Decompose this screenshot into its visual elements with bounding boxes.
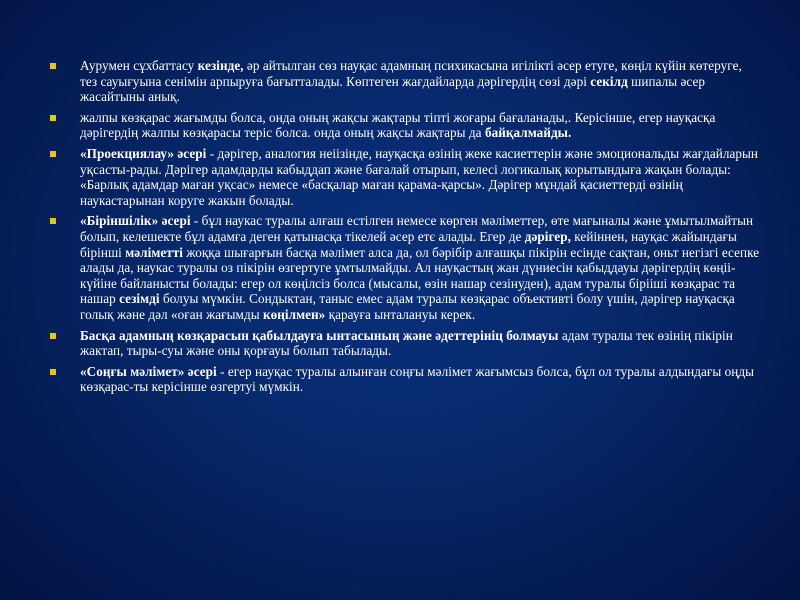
bold-text-segment: байқалмайды. xyxy=(484,125,572,141)
text-segment: әр айтылган сөз науқас адамның психикасына игілікті әсер етуге, көңіл күйін көтеруге, тез сауығуына сенімін арпыруға бағытталады. Көптеген жағдайларда дәрігердің сөзі дәрі xyxy=(80,58,742,89)
text-segment: болуы мүмкін. Сондыктан, таныс емес адам туралы көзқарас объективті болу үшін, дәрігер науқасқа голық және дәл «оған жағымды xyxy=(80,291,735,322)
text-segment: - егер науқас туралы алынған соңғы мәлімет жағымсыз болса, бұл ол туралы алдындағы оңды көзқарас-ты керісінше өзгертуі мүмкін. xyxy=(80,363,755,395)
text-segment: кейіннен, науқас жайындағы бірінші xyxy=(80,228,737,260)
bullet-item xyxy=(50,58,762,105)
square-bullet-icon xyxy=(50,333,56,339)
text-segment: - бұл наукас туралы алғаш естілген немесе көрген мәліметтер, өте мағыналы және ұмытылмайтын болып, келешекте бұл адамға деген қатынасқа тікелей әсер етє алады. Егер де xyxy=(80,213,754,244)
bold-text-segment: мәліметті xyxy=(125,244,184,260)
text-segment: жоққа шығарғын басқа мәлімет алса да, ол бәрібір алғашқы пікірін есінде сақтан, оньт негізгі есепке алады да, наукас туралы оз пікірін өзгертуге ұмтылмайды. Ал науқастың жан дүниесін қабыддауы дәрігердің көңіі-күйіне байланысты болады: егер ол көңілсіз болса (мысалы, өзін нашар сезінуден), адам туралы біріішi көзқарас та нашар xyxy=(80,244,760,307)
square-bullet-icon xyxy=(50,369,56,375)
bold-text-segment: кезінде, xyxy=(197,58,244,73)
bold-text-segment: сезімді xyxy=(119,291,160,307)
square-bullet-icon xyxy=(50,151,56,157)
text-segment: қарауға ынталануы керек. xyxy=(325,306,476,322)
square-bullet-icon xyxy=(50,115,56,121)
bullet-list xyxy=(50,58,762,400)
bold-text-segment: секілд xyxy=(590,73,628,89)
bold-text-segment: «Проекциялау» әсері xyxy=(80,145,207,161)
text-segment: Аурумен сұхбаттасу xyxy=(80,58,198,73)
square-bullet-icon xyxy=(50,63,56,69)
bullet-item xyxy=(50,146,762,208)
bold-text-segment: көңілмен» xyxy=(262,306,326,322)
text-segment: шипалы әсер жасайтыны анық. xyxy=(80,73,705,105)
bullet-item xyxy=(50,364,762,395)
bullet-item xyxy=(50,110,762,141)
square-bullet-icon xyxy=(50,218,56,224)
bold-text-segment: «Біріншілік» әсері xyxy=(80,213,191,229)
text-segment: жалпы көзқарас жағымды болса, онда оның жақсы жақтары тіпті жоғары бағаланады,. Керісінше, егер науқасқа дәрігердің жалпы көзқарасы теріс болса. онда оның жақсы жақтары да xyxy=(80,109,716,141)
bold-text-segment: дәрігер, xyxy=(524,228,571,244)
text-segment: адам туралы тек өзінің пікірін жактап, тыры-суы және оны қорғауы болып табылады. xyxy=(80,327,733,359)
bullet-item xyxy=(50,328,762,359)
bold-text-segment: Басқа адамның көзқарасын қабылдауға ынтасының және әдеттерініц болмауы xyxy=(80,327,559,343)
bold-text-segment: «Соңғы мәлімет» әсері xyxy=(80,363,217,379)
bullet-item xyxy=(50,213,762,322)
text-segment: - дәрігер, аналогия неіізінде, науқасқа өзінің жеке касиеттерін және эмоциональды жағдайларын уқсасты-рады. Дәрігер адамдарды кабыддап және бағалай отырып, келесі логикалық корытындыға жақын болады: «Барлық адамдар маған уқсас» немесе «басқалар маған қарама-қарсы». Дәрігер мұндай қасиеттерді өзінің наукастарынан коруге жакын болады. xyxy=(80,145,759,208)
